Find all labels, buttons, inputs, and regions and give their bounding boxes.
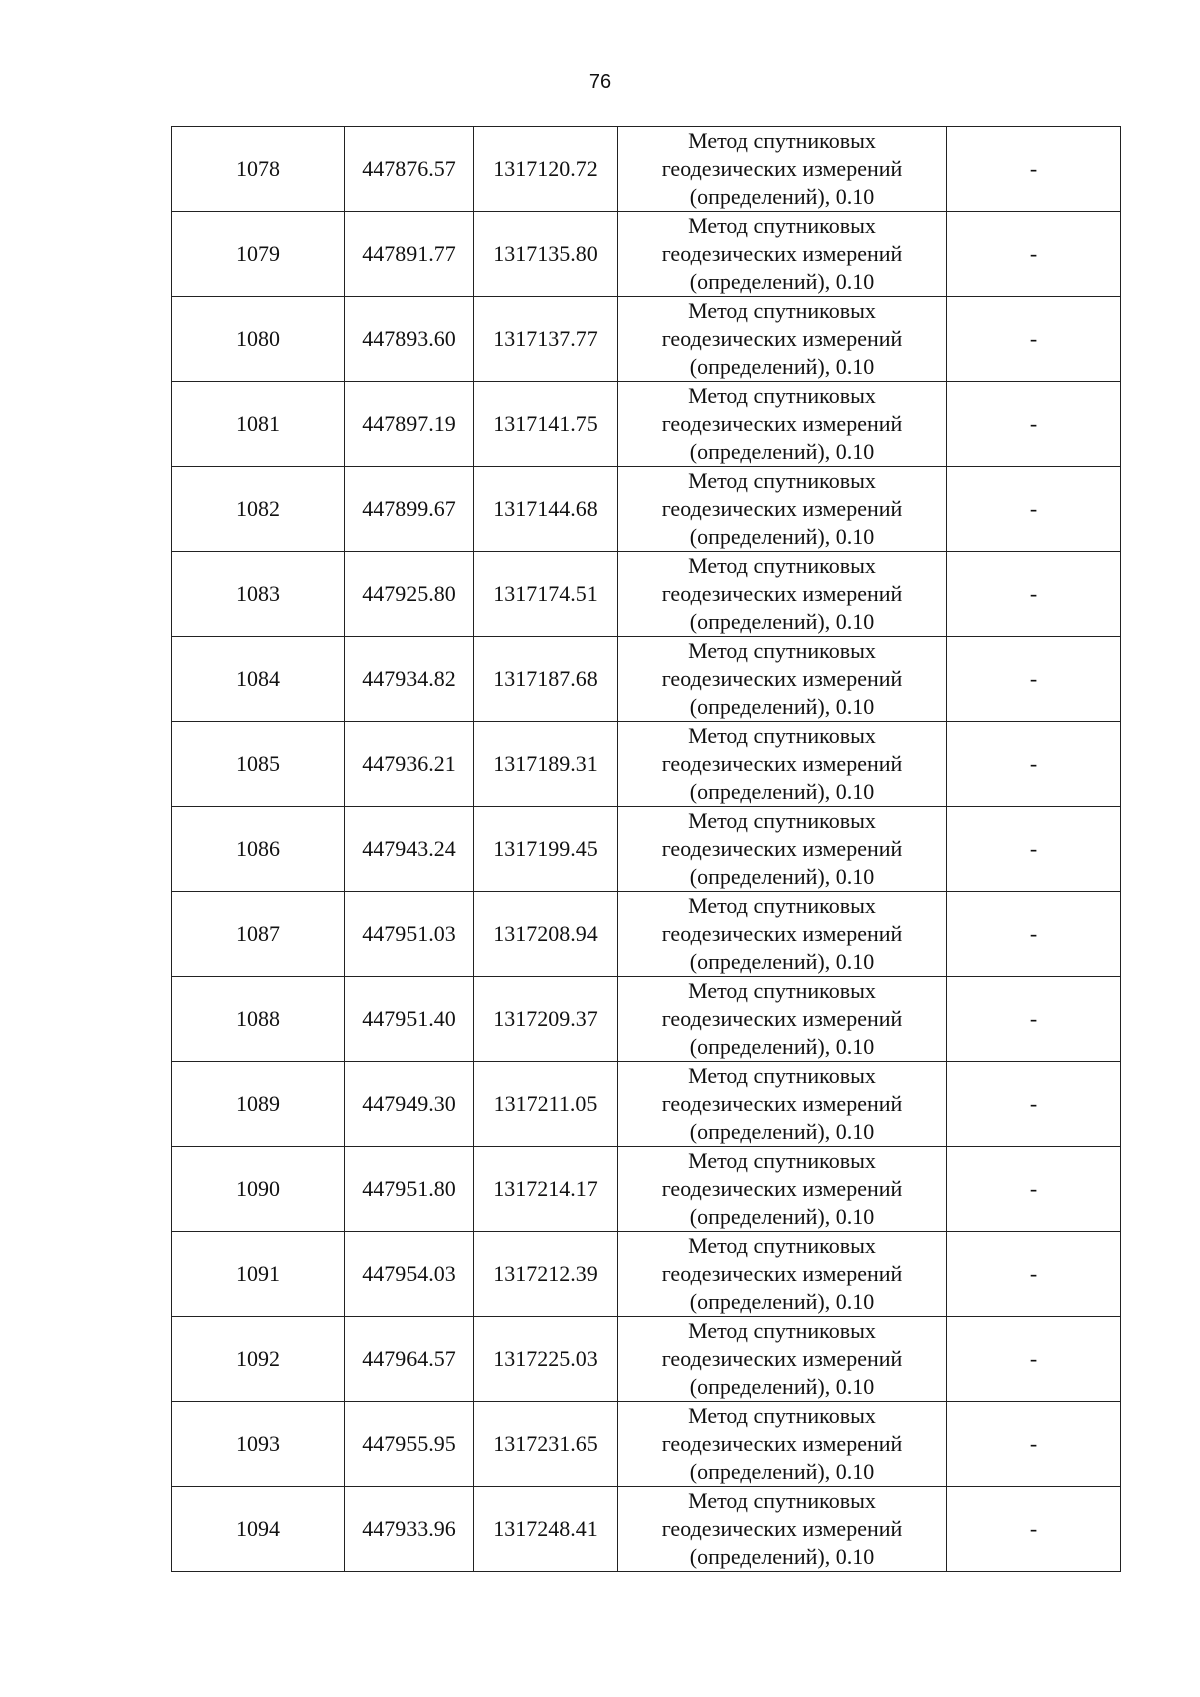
y-coordinate-cell: 1317211.05 — [474, 1062, 618, 1147]
method-line: Метод спутниковых — [688, 1488, 876, 1513]
method-line: геодезических измерений — [661, 1091, 903, 1116]
method-line: (определений), 0.10 — [689, 524, 875, 549]
method-line: (определений), 0.10 — [689, 1374, 875, 1399]
method-line: Метод спутниковых — [688, 553, 876, 578]
table-row — [172, 297, 1121, 382]
method-cell — [618, 1232, 947, 1317]
method-cell — [618, 467, 947, 552]
y-coordinate-cell: 1317141.75 — [474, 382, 618, 467]
x-coordinate-cell: 447955.95 — [345, 1402, 474, 1487]
y-coordinate-cell: 1317199.45 — [474, 807, 618, 892]
x-coordinate-cell: 447949.30 — [345, 1062, 474, 1147]
note-cell: - — [947, 1317, 1121, 1402]
method-line: Метод спутниковых — [688, 638, 876, 663]
x-coordinate-cell: 447943.24 — [345, 807, 474, 892]
table-row — [172, 382, 1121, 467]
point-number-cell: 1081 — [172, 382, 345, 467]
method-line: геодезических измерений — [661, 1006, 903, 1031]
y-coordinate-cell: 1317144.68 — [474, 467, 618, 552]
method-line: (определений), 0.10 — [689, 694, 875, 719]
method-line: геодезических измерений — [661, 241, 903, 266]
method-line: Метод спутниковых — [688, 1148, 876, 1173]
note-cell: - — [947, 467, 1121, 552]
method-cell — [618, 977, 947, 1062]
x-coordinate-cell: 447951.80 — [345, 1147, 474, 1232]
method-line: (определений), 0.10 — [689, 354, 875, 379]
x-coordinate-cell: 447951.03 — [345, 892, 474, 977]
method-line: (определений), 0.10 — [689, 1459, 875, 1484]
point-number-cell: 1091 — [172, 1232, 345, 1317]
table-row — [172, 1232, 1121, 1317]
method-line: геодезических измерений — [661, 496, 903, 521]
x-coordinate-cell: 447897.19 — [345, 382, 474, 467]
y-coordinate-cell: 1317187.68 — [474, 637, 618, 722]
note-cell: - — [947, 1487, 1121, 1572]
point-number-cell: 1094 — [172, 1487, 345, 1572]
method-line: (определений), 0.10 — [689, 269, 875, 294]
method-line: Метод спутниковых — [688, 298, 876, 323]
point-number-cell: 1080 — [172, 297, 345, 382]
point-number-cell: 1088 — [172, 977, 345, 1062]
x-coordinate-cell: 447934.82 — [345, 637, 474, 722]
y-coordinate-cell: 1317209.37 — [474, 977, 618, 1062]
method-line: геодезических измерений — [661, 836, 903, 861]
method-cell — [618, 637, 947, 722]
method-line: Метод спутниковых — [688, 213, 876, 238]
method-line: (определений), 0.10 — [689, 1289, 875, 1314]
note-cell: - — [947, 1402, 1121, 1487]
method-cell — [618, 1402, 947, 1487]
method-line: геодезических измерений — [661, 666, 903, 691]
note-cell: - — [947, 1232, 1121, 1317]
method-line: Метод спутниковых — [688, 1233, 876, 1258]
method-cell — [618, 722, 947, 807]
x-coordinate-cell: 447891.77 — [345, 212, 474, 297]
point-number-cell: 1092 — [172, 1317, 345, 1402]
table-row — [172, 1402, 1121, 1487]
note-cell: - — [947, 977, 1121, 1062]
note-cell: - — [947, 212, 1121, 297]
point-number-cell: 1084 — [172, 637, 345, 722]
point-number-cell: 1090 — [172, 1147, 345, 1232]
method-cell — [618, 807, 947, 892]
method-cell — [618, 1487, 947, 1572]
method-line: (определений), 0.10 — [689, 779, 875, 804]
table-row — [172, 1317, 1121, 1402]
method-line: (определений), 0.10 — [689, 439, 875, 464]
x-coordinate-cell: 447876.57 — [345, 127, 474, 212]
note-cell: - — [947, 892, 1121, 977]
note-cell: - — [947, 297, 1121, 382]
method-line: (определений), 0.10 — [689, 1119, 875, 1144]
method-line: Метод спутниковых — [688, 383, 876, 408]
method-line: геодезических измерений — [661, 581, 903, 606]
x-coordinate-cell: 447893.60 — [345, 297, 474, 382]
y-coordinate-cell: 1317137.77 — [474, 297, 618, 382]
method-cell — [618, 212, 947, 297]
method-cell — [618, 1062, 947, 1147]
method-line: Метод спутниковых — [688, 1403, 876, 1428]
method-line: геодезических измерений — [661, 411, 903, 436]
y-coordinate-cell: 1317135.80 — [474, 212, 618, 297]
method-cell — [618, 1147, 947, 1232]
method-line: Метод спутниковых — [688, 723, 876, 748]
y-coordinate-cell: 1317225.03 — [474, 1317, 618, 1402]
note-cell: - — [947, 722, 1121, 807]
y-coordinate-cell: 1317208.94 — [474, 892, 618, 977]
point-number-cell: 1082 — [172, 467, 345, 552]
method-line: Метод спутниковых — [688, 978, 876, 1003]
method-line: (определений), 0.10 — [689, 1544, 875, 1569]
table-row — [172, 127, 1121, 212]
y-coordinate-cell: 1317212.39 — [474, 1232, 618, 1317]
table-row — [172, 1487, 1121, 1572]
point-number-cell: 1078 — [172, 127, 345, 212]
method-cell — [618, 297, 947, 382]
note-cell: - — [947, 552, 1121, 637]
method-line: (определений), 0.10 — [689, 184, 875, 209]
method-line: Метод спутниковых — [688, 128, 876, 153]
method-line: геодезических измерений — [661, 156, 903, 181]
method-line: Метод спутниковых — [688, 468, 876, 493]
table-row — [172, 892, 1121, 977]
table-row — [172, 722, 1121, 807]
method-line: геодезических измерений — [661, 1261, 903, 1286]
table-row — [172, 637, 1121, 722]
method-cell — [618, 1317, 947, 1402]
table-row — [172, 1147, 1121, 1232]
method-line: Метод спутниковых — [688, 808, 876, 833]
note-cell: - — [947, 807, 1121, 892]
point-number-cell: 1089 — [172, 1062, 345, 1147]
method-line: (определений), 0.10 — [689, 1034, 875, 1059]
table-row — [172, 467, 1121, 552]
y-coordinate-cell: 1317120.72 — [474, 127, 618, 212]
note-cell: - — [947, 127, 1121, 212]
point-number-cell: 1093 — [172, 1402, 345, 1487]
method-line: (определений), 0.10 — [689, 864, 875, 889]
x-coordinate-cell: 447899.67 — [345, 467, 474, 552]
method-cell — [618, 127, 947, 212]
x-coordinate-cell: 447951.40 — [345, 977, 474, 1062]
method-line: Метод спутниковых — [688, 893, 876, 918]
page-number: 76 — [588, 71, 612, 93]
method-line: Метод спутниковых — [688, 1318, 876, 1343]
x-coordinate-cell: 447936.21 — [345, 722, 474, 807]
table-row — [172, 212, 1121, 297]
point-number-cell: 1079 — [172, 212, 345, 297]
note-cell: - — [947, 1147, 1121, 1232]
x-coordinate-cell: 447925.80 — [345, 552, 474, 637]
method-line: геодезических измерений — [661, 751, 903, 776]
x-coordinate-cell: 447964.57 — [345, 1317, 474, 1402]
method-line: геодезических измерений — [661, 1516, 903, 1541]
table-row — [172, 1062, 1121, 1147]
method-cell — [618, 892, 947, 977]
point-number-cell: 1085 — [172, 722, 345, 807]
note-cell: - — [947, 637, 1121, 722]
method-line: (определений), 0.10 — [689, 1204, 875, 1229]
method-cell — [618, 552, 947, 637]
method-line: геодезических измерений — [661, 326, 903, 351]
x-coordinate-cell: 447933.96 — [345, 1487, 474, 1572]
note-cell: - — [947, 382, 1121, 467]
y-coordinate-cell: 1317248.41 — [474, 1487, 618, 1572]
y-coordinate-cell: 1317174.51 — [474, 552, 618, 637]
point-number-cell: 1086 — [172, 807, 345, 892]
coordinates-table-body — [172, 127, 1121, 1572]
method-line: геодезических измерений — [661, 921, 903, 946]
note-cell: - — [947, 1062, 1121, 1147]
table-row — [172, 807, 1121, 892]
y-coordinate-cell: 1317231.65 — [474, 1402, 618, 1487]
table-row — [172, 552, 1121, 637]
coordinates-table — [171, 126, 1121, 1572]
table-row — [172, 977, 1121, 1062]
method-cell — [618, 382, 947, 467]
point-number-cell: 1087 — [172, 892, 345, 977]
method-line: геодезических измерений — [661, 1431, 903, 1456]
y-coordinate-cell: 1317214.17 — [474, 1147, 618, 1232]
method-line: геодезических измерений — [661, 1346, 903, 1371]
method-line: (определений), 0.10 — [689, 949, 875, 974]
y-coordinate-cell: 1317189.31 — [474, 722, 618, 807]
x-coordinate-cell: 447954.03 — [345, 1232, 474, 1317]
method-line: (определений), 0.10 — [689, 609, 875, 634]
point-number-cell: 1083 — [172, 552, 345, 637]
method-line: геодезических измерений — [661, 1176, 903, 1201]
method-line: Метод спутниковых — [688, 1063, 876, 1088]
